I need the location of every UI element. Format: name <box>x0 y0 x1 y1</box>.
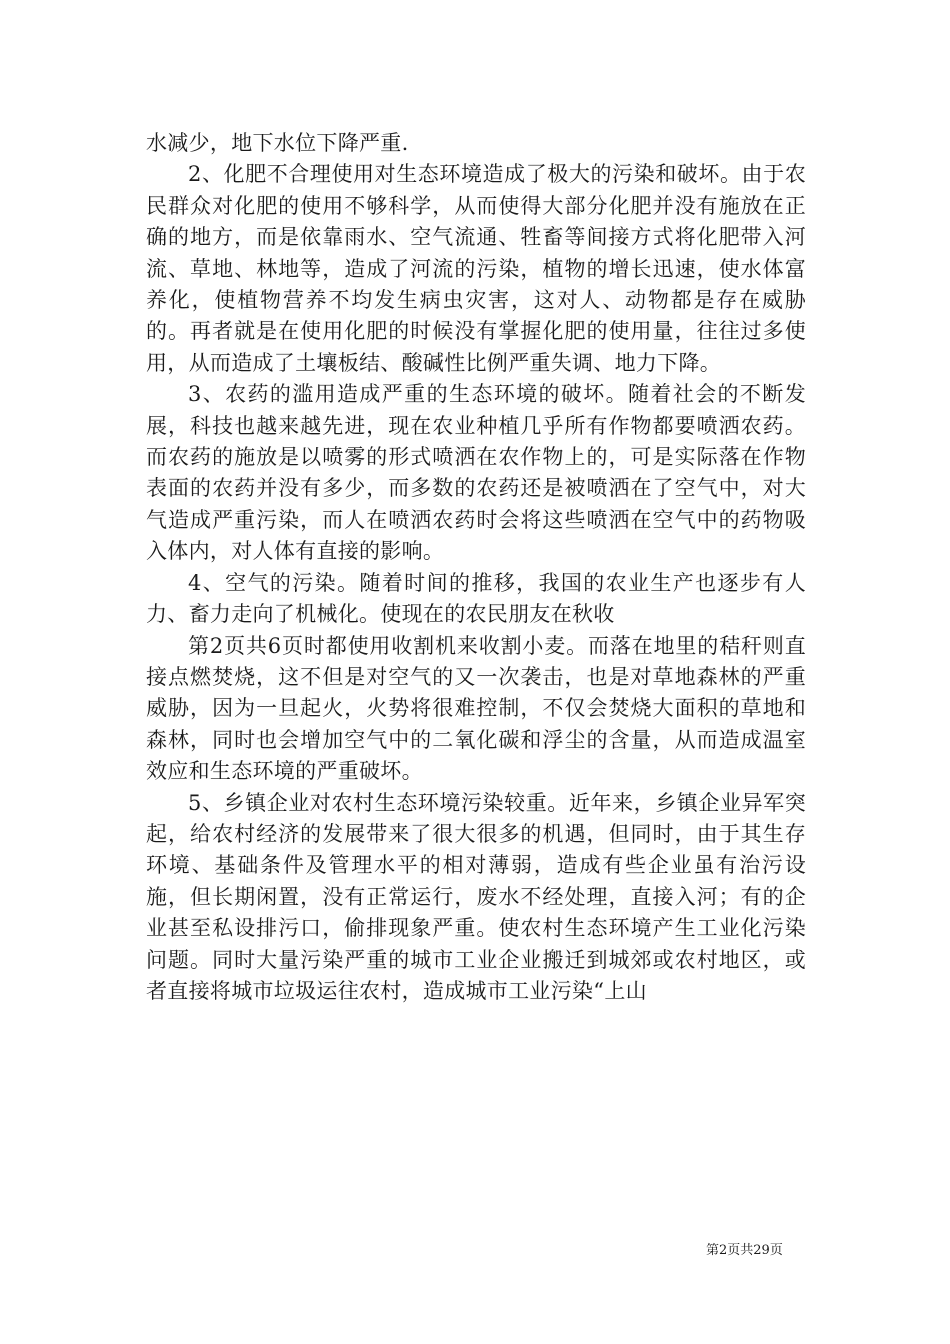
paragraph-straw-burning: 第2页共6页时都使用收割机来收割小麦。而落在地里的秸秆则直接点燃焚烧，这不但是对空气的又一次袭击，也是对草地森林的严重威胁，因为一旦起火，火势将很难控制，不仅会焚烧大面积的草地和森林，同时也会增加空气中的二氧化碳和浮尘的含量，从而造成温室效应和生态环境的严重破坏。 <box>146 633 806 784</box>
paragraph-air-pollution: 4、空气的污染。随着时间的推移，我国的农业生产也逐步有人力、畜力走向了机械化。使现在的农民朋友在秋收 <box>146 570 806 627</box>
page-number-footer: 第2页共29页 <box>706 1243 783 1258</box>
paragraph-township-enterprises: 5、乡镇企业对农村生态环境污染较重。近年来，乡镇企业异军突起，给农村经济的发展带来了很大很多的机遇，但同时，由于其生存环境、基础条件及管理水平的相对薄弱，造成有些企业虽有治污设施，但长期闲置，没有正常运行，废水不经处理，直接入河；有的企业甚至私设排污口，偷排现象严重。使农村生态环境产生工业化污染问题。同时大量污染严重的城市工业企业搬迁到城郊或农村地区，或者直接将城市垃圾运往农村，造成城市工业污染“上山 <box>146 790 806 1003</box>
paragraph-pesticide: 3、农药的滥用造成严重的生态环境的破坏。随着社会的不断发展，科技也越来越先进，现在农业种植几乎所有作物都要喷洒农药。而农药的施放是以喷雾的形式喷洒在农作物上的，可是实际落在作物表面的农药并没有多少，而多数的农药还是被喷洒在了空气中，对大气造成严重污染，而人在喷洒农药时会将这些喷洒在空气中的药物吸入体内，对人体有直接的影响。 <box>146 382 806 564</box>
paragraph-continuation: 水减少，地下水位下降严重. <box>146 131 409 155</box>
document-body <box>146 128 806 1007</box>
paragraph-fertilizer: 2、化肥不合理使用对生态环境造成了极大的污染和破坏。由于农民群众对化肥的使用不够科学，从而使得大部分化肥并没有施放在正确的地方，而是依靠雨水、空气流通、牲畜等间接方式将化肥带入河流、草地、林地等，造成了河流的污染，植物的增长迅速，使水体富养化，使植物营养不均发生病虫灾害，这对人、动物都是存在威胁的。再者就是在使用化肥的时候没有掌握化肥的使用量，往往过多使用，从而造成了土壤板结、酸碱性比例严重失调、地力下降。 <box>146 162 806 375</box>
